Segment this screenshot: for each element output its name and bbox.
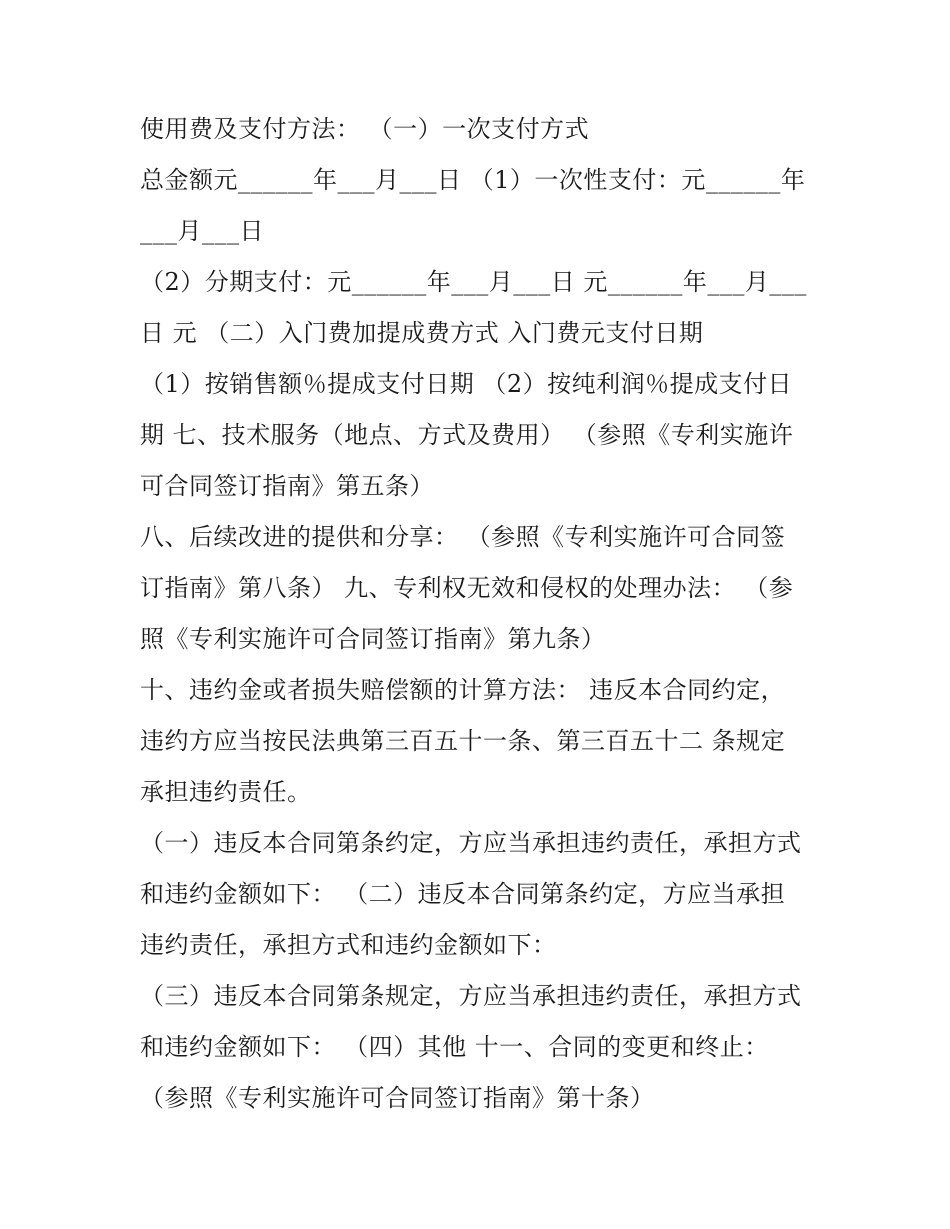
text-line: 使用费及支付方法： （一）一次支付方式: [140, 115, 590, 143]
text-line: 八、后续改进的提供和分享： （参照《专利实施许可合同签: [140, 523, 786, 551]
text-line: 十、违约金或者损失赔偿额的计算方法： 违反本合同约定，: [140, 676, 786, 704]
text-line: （三）违反本合同第条规定，方应当承担违约责任，承担方式: [140, 982, 802, 1010]
text-line: 日 元 （二）入门费加提成费方式 入门费元支付日期: [140, 319, 704, 347]
text-line: 承担违约责任。: [140, 778, 312, 806]
text-line: （2）分期支付：元______年___月___日 元______年___月___: [140, 268, 807, 296]
text-line: 可合同签订指南》第五条）: [140, 472, 434, 500]
text-line: 期 七、技术服务（地点、方式及费用） （参照《专利实施许: [140, 421, 794, 449]
text-line: （一）违反本合同第条约定，方应当承担违约责任，承担方式: [140, 829, 802, 857]
text-line: 照《专利实施许可合同签订指南》第九条）: [140, 625, 606, 653]
text-line: （参照《专利实施许可合同签订指南》第十条）: [140, 1084, 655, 1112]
text-line: 总金额元______年___月___日 （1）一次性支付：元______年: [140, 166, 806, 194]
document-body: [140, 108, 820, 1128]
text-line: 违约方应当按民法典第三百五十一条、第三百五十二 条规定: [140, 727, 786, 755]
text-line: 违约责任，承担方式和违约金额如下：: [140, 931, 557, 959]
text-line: 和违约金额如下： （二）违反本合同第条约定，方应当承担: [140, 880, 786, 908]
text-line: 和违约金额如下： （四）其他 十一、合同的变更和终止：: [140, 1033, 769, 1061]
text-line: （1）按销售额％提成支付日期 （2）按纯利润％提成支付日: [140, 370, 793, 398]
text-line: 订指南》第八条） 九、专利权无效和侵权的处理办法： （参: [140, 574, 794, 602]
text-line: ___月___日: [140, 217, 264, 245]
